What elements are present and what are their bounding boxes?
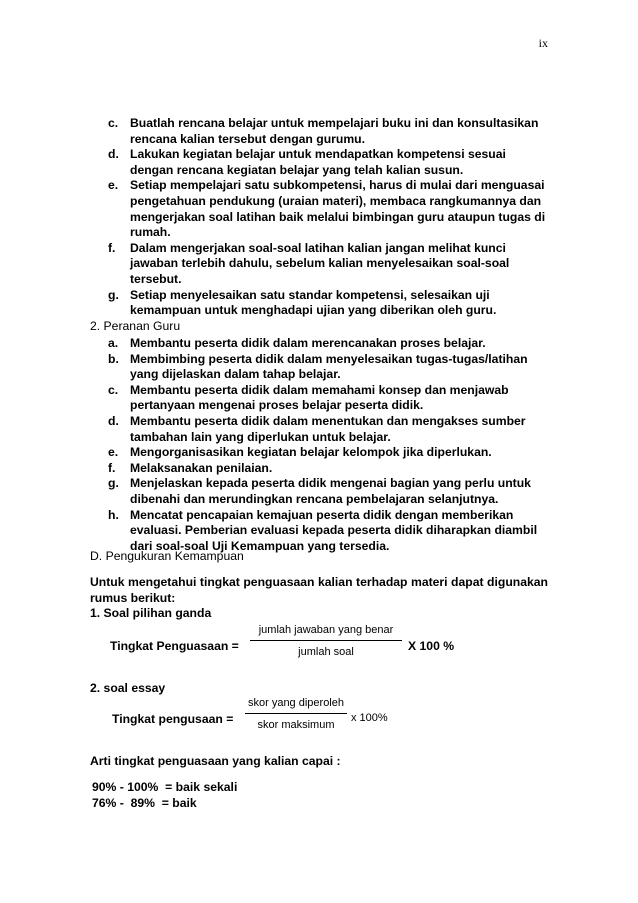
formula2-multiplier: x 100% <box>351 712 388 724</box>
list-marker: f. <box>108 240 116 255</box>
list-item-text: Lakukan kegiatan belajar untuk mendapatkan kompetensi sesuai dengan rencana kegiatan belajar yang telah kalian susun. <box>130 147 506 177</box>
range-item: 76% - 89% = baik <box>92 795 197 810</box>
formula1-multiplier: X 100 % <box>408 639 455 653</box>
teacher-role-list <box>0 336 638 554</box>
formula2-denominator: skor maksimum <box>257 719 335 731</box>
list-item <box>0 116 550 147</box>
list-item-text: Membimbing peserta didik dalam menyelesaikan tugas-tugas/latihan yang dijelaskan dalam tahap belajar. <box>130 351 528 382</box>
formula1-label: Tingkat Penguasaan = <box>110 639 239 653</box>
list-marker: a. <box>108 336 119 350</box>
range-item: 90% - 100% = baik sekali <box>92 780 238 794</box>
list-marker: c. <box>108 116 119 130</box>
section-heading-pengukuran: D. Pengukuran Kemampuan <box>90 549 244 563</box>
list-item <box>0 383 550 414</box>
list-item-text: Buatlah rencana belajar untuk mempelajari buku ini dan konsultasikan rencana kalian tersebut dengan gurumu. <box>130 116 539 146</box>
list-item <box>0 352 550 383</box>
list-marker: d. <box>108 147 119 162</box>
section-heading-peranan-guru: 2. Peranan Guru <box>90 319 181 333</box>
list-item-text: Menjelaskan kepada peserta didik mengenai bagian yang perlu untuk dibenahi dan merundingkan rencana pembelajaran selanjutnya. <box>130 476 531 506</box>
intro-paragraph: Untuk mengetahui tingkat penguasaan kalian terhadap materi dapat digunakan rumus berikut: <box>90 575 548 605</box>
formula2-numerator: skor yang diperoleh <box>247 697 344 709</box>
list-item-text: Membantu peserta didik dalam memahami konsep dan menjawab pertanyaan mengenai proses belajar peserta didik. <box>130 382 509 413</box>
list-item <box>0 178 550 240</box>
list-item <box>0 288 550 319</box>
list-marker: g. <box>108 287 119 302</box>
list-marker: f. <box>108 460 116 475</box>
list-marker: g. <box>108 476 119 491</box>
list-marker: e. <box>108 178 119 193</box>
meaning-heading: Arti tingkat penguasaan yang kalian capai : <box>90 754 341 768</box>
study-steps-list <box>0 116 638 319</box>
list-marker: d. <box>108 413 119 428</box>
list-marker: h. <box>108 507 119 522</box>
list-item-text: Mengorganisasikan kegiatan belajar kelompok jika diperlukan. <box>130 445 492 460</box>
list-item <box>0 414 550 445</box>
fraction-bar <box>250 640 402 641</box>
subheading-pilihan-ganda: 1. Soal pilihan ganda <box>90 606 212 620</box>
page-number: ix <box>538 36 548 50</box>
list-item-text: Setiap menyelesaikan satu standar kompetensi, selesaikan uji kemampuan untuk menghadapi ujian yang diberikan oleh guru. <box>130 287 497 318</box>
list-item <box>0 147 550 178</box>
list-item-text: Melaksanakan penilaian. <box>130 460 273 475</box>
list-item-text: Dalam mengerjakan soal-soal latihan kalian jangan melihat kunci jawaban terlebih dahulu, sebelum kalian menyelesaikan soal-soal tersebut. <box>130 240 510 286</box>
formula2-label: Tingkat pengusaan = <box>112 712 234 726</box>
range-list <box>92 780 237 811</box>
list-item <box>0 508 550 555</box>
list-item <box>0 241 550 288</box>
formula2-fraction <box>245 697 347 731</box>
list-item-text: Setiap mempelajari satu subkompetensi, harus di mulai dari menguasai pengetahuan pendukung (uraian materi), membaca rangkumannya dan mengerjakan soal latihan baik melalui bimbingan guru ataupun tugas di rumah. <box>130 178 546 240</box>
list-marker: b. <box>108 351 119 366</box>
formula1-numerator: jumlah jawaban yang benar <box>258 624 394 636</box>
list-item-text: Membantu peserta didik dalam merencanakan proses belajar. <box>130 336 486 350</box>
subheading-soal-essay: 2. soal essay <box>90 681 166 695</box>
list-item <box>0 336 550 352</box>
list-item <box>0 476 550 507</box>
list-marker: e. <box>108 445 119 460</box>
list-item-text: Membantu peserta didik dalam menentukan dan mengakses sumber tambahan lain yang diperlukan untuk belajar. <box>130 413 526 444</box>
list-item <box>0 445 550 461</box>
list-item <box>0 461 550 477</box>
formula1-denominator: jumlah soal <box>298 646 354 658</box>
fraction-bar <box>245 713 347 714</box>
formula1-fraction <box>250 624 402 658</box>
list-item-text: Mencatat pencapaian kemajuan peserta didik dengan memberikan evaluasi. Pemberian evaluasi kepada peserta didik diharapkan diambil dari soal-soal Uji Kemampuan yang tersedia. <box>130 507 538 553</box>
list-marker: c. <box>108 382 119 397</box>
